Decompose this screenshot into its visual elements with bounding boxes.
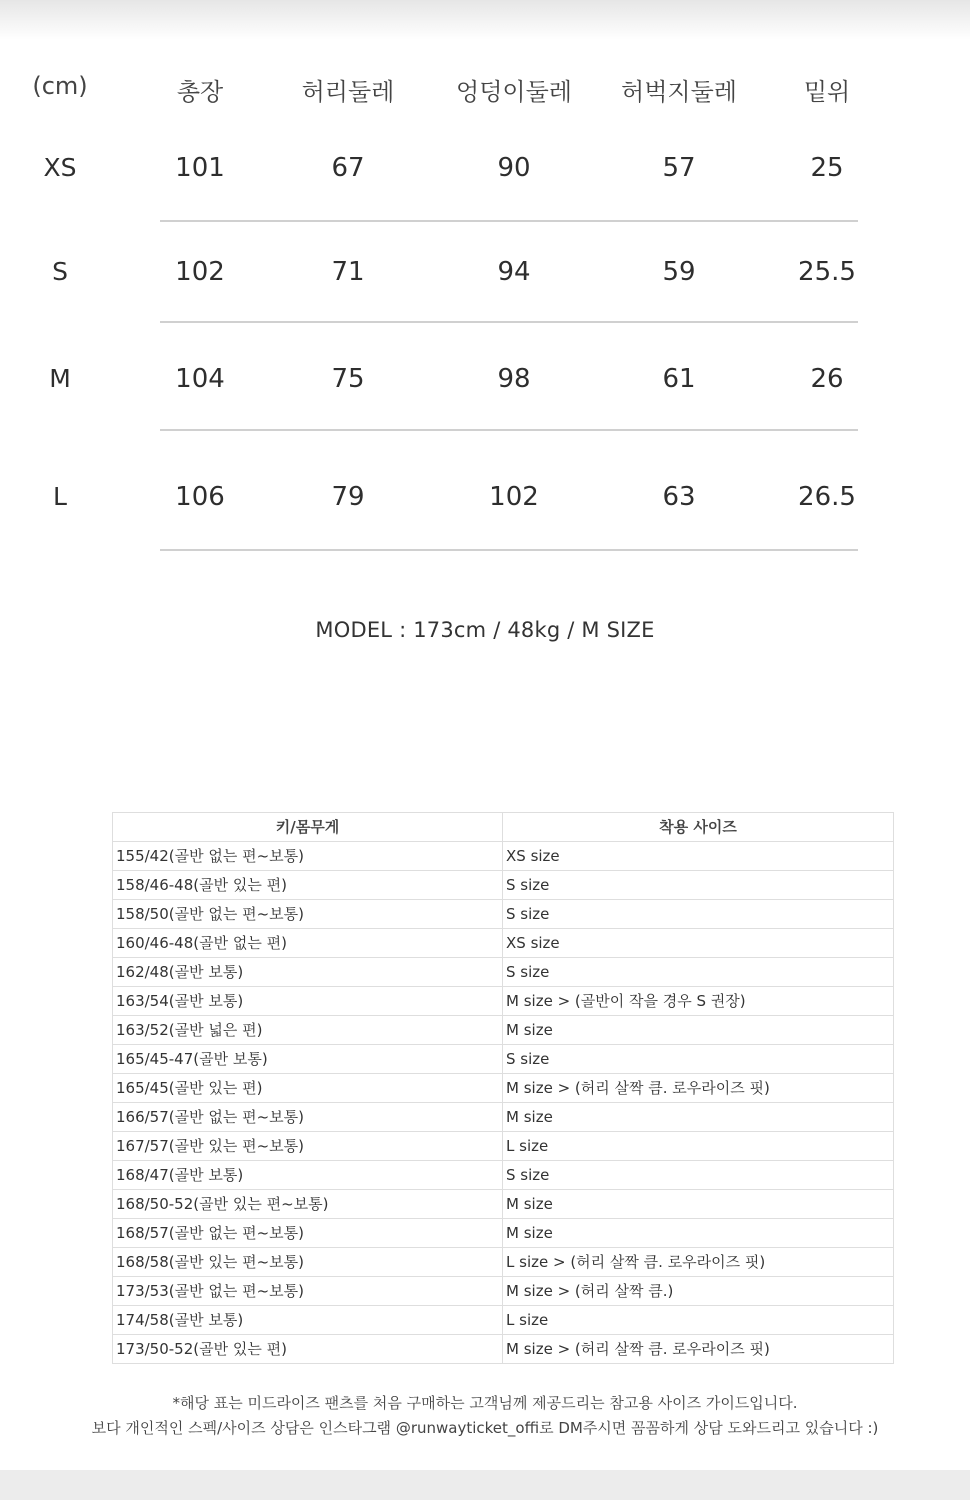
footnote-line-2: 보다 개인적인 스펙/사이즈 상담은 인스타그램 @runwayticket_offi로 DM주시면 꼼꼼하게 상담 도와드리고 있습니다 :) <box>91 1419 879 1437</box>
table-row <box>113 1045 894 1074</box>
fit-size-cell: S size <box>503 871 894 900</box>
fit-size-cell: M size <box>503 1190 894 1219</box>
height-weight-cell: 167/57(골반 있는 편~보통) <box>113 1132 503 1161</box>
table-row <box>113 1161 894 1190</box>
size-value: 106 <box>175 482 225 512</box>
height-weight-cell: 160/46-48(골반 없는 편) <box>113 929 503 958</box>
height-weight-cell: 165/45-47(골반 보통) <box>113 1045 503 1074</box>
fit-size-cell: L size <box>503 1132 894 1161</box>
height-weight-cell: 174/58(골반 보통) <box>113 1306 503 1335</box>
fit-size-cell: S size <box>503 1161 894 1190</box>
footnote-line-1: *해당 표는 미드라이즈 팬츠를 처음 구매하는 고객님께 제공드리는 참고용 사이즈 가이드입니다. <box>172 1394 798 1412</box>
footnote <box>0 1391 970 1441</box>
fit-size-cell: M size > (골반이 작을 경우 S 권장) <box>503 987 894 1016</box>
size-label-s: S <box>52 257 68 286</box>
height-weight-cell: 173/50-52(골반 있는 편) <box>113 1335 503 1364</box>
table-row <box>113 987 894 1016</box>
height-weight-cell: 168/50-52(골반 있는 편~보통) <box>113 1190 503 1219</box>
col-header-hip: 엉덩이둘레 <box>456 78 572 106</box>
size-value: 71 <box>331 257 365 287</box>
height-weight-cell: 158/50(골반 없는 편~보통) <box>113 900 503 929</box>
size-value: 25.5 <box>798 257 856 287</box>
height-weight-cell: 168/58(골반 있는 편~보통) <box>113 1248 503 1277</box>
fit-size-cell: M size > (허리 살짝 큼.) <box>503 1277 894 1306</box>
table-row <box>113 871 894 900</box>
size-value: 26.5 <box>798 482 856 512</box>
size-value: 59 <box>662 257 696 287</box>
col-header-length: 총장 <box>176 78 224 106</box>
bottom-shade <box>0 1470 970 1500</box>
size-value: 101 <box>175 153 225 183</box>
height-weight-cell: 158/46-48(골반 있는 편) <box>113 871 503 900</box>
table-row <box>113 1306 894 1335</box>
height-weight-cell: 166/57(골반 없는 편~보통) <box>113 1103 503 1132</box>
fit-size-cell: XS size <box>503 929 894 958</box>
fit-size-cell: M size <box>503 1103 894 1132</box>
col-header-height-weight: 키/몸무게 <box>113 813 503 842</box>
size-value: 79 <box>331 482 365 512</box>
table-row <box>113 1132 894 1161</box>
table-row <box>113 1219 894 1248</box>
height-weight-cell: 162/48(골반 보통) <box>113 958 503 987</box>
fit-size-cell: S size <box>503 958 894 987</box>
size-value: 63 <box>662 482 696 512</box>
fit-size-cell: M size <box>503 1016 894 1045</box>
size-value: 57 <box>662 153 696 183</box>
unit-label: (cm) <box>32 72 88 100</box>
table-row <box>113 1190 894 1219</box>
table-row <box>113 1103 894 1132</box>
size-value: 90 <box>497 153 531 183</box>
row-divider <box>160 429 858 431</box>
fit-size-cell: L size > (허리 살짝 큼. 로우라이즈 핏) <box>503 1248 894 1277</box>
fit-size-cell: M size <box>503 1219 894 1248</box>
table-header-row <box>113 813 894 842</box>
table-row <box>113 1248 894 1277</box>
height-weight-cell: 165/45(골반 있는 편) <box>113 1074 503 1103</box>
height-weight-cell: 168/47(골반 보통) <box>113 1161 503 1190</box>
height-weight-cell: 168/57(골반 없는 편~보통) <box>113 1219 503 1248</box>
col-header-waist: 허리둘레 <box>301 78 395 106</box>
size-value: 102 <box>175 257 225 287</box>
table-row <box>113 1016 894 1045</box>
top-shade <box>0 0 970 40</box>
table-row <box>113 1335 894 1364</box>
size-label-m: M <box>49 364 71 393</box>
size-value: 26 <box>810 364 844 394</box>
recommendation-table <box>112 812 894 1364</box>
row-divider <box>160 321 858 323</box>
size-value: 67 <box>331 153 365 183</box>
size-value: 94 <box>497 257 531 287</box>
fit-size-cell: S size <box>503 1045 894 1074</box>
fit-size-cell: L size <box>503 1306 894 1335</box>
height-weight-cell: 173/53(골반 없는 편~보통) <box>113 1277 503 1306</box>
size-value: 25 <box>810 153 844 183</box>
fit-size-cell: S size <box>503 900 894 929</box>
height-weight-cell: 155/42(골반 없는 편~보통) <box>113 842 503 871</box>
size-value: 102 <box>489 482 539 512</box>
col-header-rise: 밑위 <box>803 78 851 106</box>
size-value: 98 <box>497 364 531 394</box>
table-row <box>113 1277 894 1306</box>
col-header-thigh: 허벅지둘레 <box>621 78 737 106</box>
size-label-xs: XS <box>43 153 77 182</box>
fit-size-cell: XS size <box>503 842 894 871</box>
size-value: 61 <box>662 364 696 394</box>
table-row <box>113 900 894 929</box>
table-row <box>113 1074 894 1103</box>
size-value: 75 <box>331 364 365 394</box>
table-row <box>113 958 894 987</box>
table-row <box>113 929 894 958</box>
model-info: MODEL : 173cm / 48kg / M SIZE <box>315 618 655 642</box>
row-divider <box>160 220 858 222</box>
col-header-fit-size: 착용 사이즈 <box>503 813 894 842</box>
table-row <box>113 842 894 871</box>
size-value: 104 <box>175 364 225 394</box>
height-weight-cell: 163/54(골반 보통) <box>113 987 503 1016</box>
size-label-l: L <box>53 482 67 511</box>
fit-size-cell: M size > (허리 살짝 큼. 로우라이즈 핏) <box>503 1335 894 1364</box>
fit-size-cell: M size > (허리 살짝 큼. 로우라이즈 핏) <box>503 1074 894 1103</box>
height-weight-cell: 163/52(골반 넓은 편) <box>113 1016 503 1045</box>
row-divider <box>160 549 858 551</box>
